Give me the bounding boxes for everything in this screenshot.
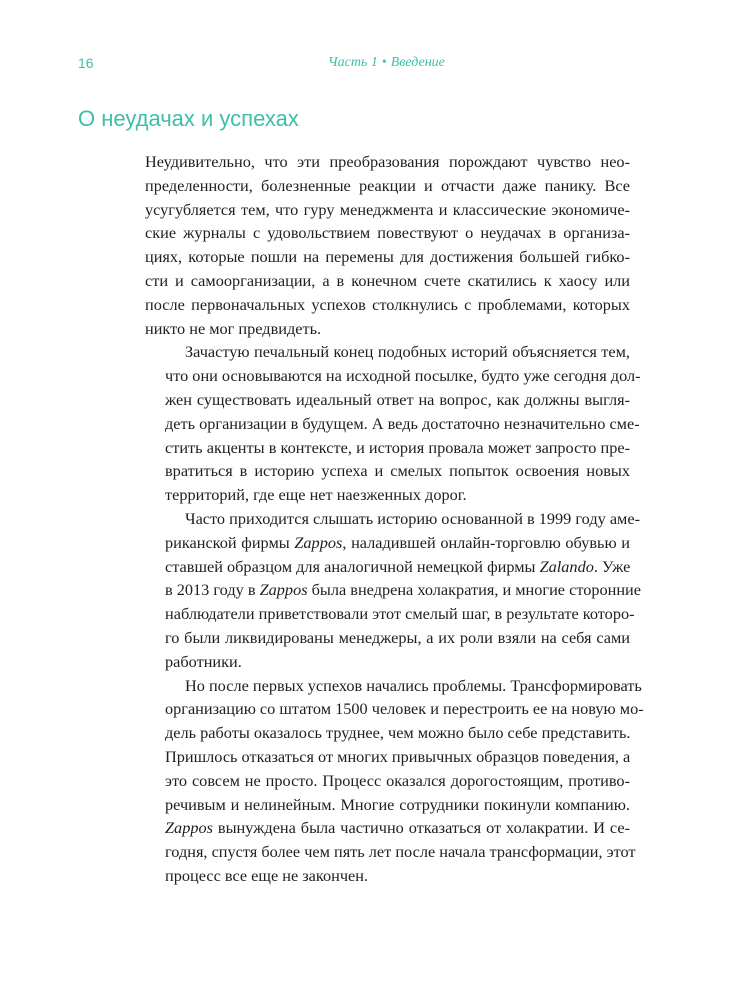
text-line: после первоначальных успехов столкнулись с проблемами, которых: [145, 294, 630, 314]
text-line: Зачастую печальный конец подобных историй объясняется тем,: [185, 342, 630, 362]
text-line: циях, которые пошли на перемены для достижения большей гибко-: [145, 247, 630, 267]
text-line: что они основываются на исходной посылке, будто уже сегодня дол-: [165, 366, 641, 386]
text-line: усугубляется тем, что гуру менеджмента и классические экономиче-: [145, 199, 630, 219]
text-line: го были ликвидированы менеджеры, а их роли взяли на себя сами: [165, 627, 630, 647]
text-line: ские журналы с удовольствием повествуют о неудачах в организа-: [145, 223, 630, 243]
page-number: 16: [78, 55, 94, 71]
text-line: работники.: [165, 651, 242, 671]
paragraph: [145, 674, 644, 888]
chapter-label: Введение: [390, 55, 445, 70]
part-label: Часть 1: [328, 55, 378, 70]
paragraph: [145, 507, 642, 674]
company-name: Zappos: [294, 532, 343, 552]
text-line: стить акценты в контексте, и история провала может запросто пре-: [165, 437, 630, 457]
company-name: Zalando: [539, 556, 594, 576]
company-name: Zappos: [259, 580, 308, 600]
text-line: ставшей образцом для аналогичной немецкой фирмы Zalando. Уже: [165, 556, 631, 576]
text-line: Часто приходится слышать историю основанной в 1999 году аме-: [185, 508, 640, 528]
text-line: годня, спустя более чем пять лет после начала трансформации, этот: [165, 842, 636, 862]
text-line: территорий, где еще нет наезженных дорог.: [165, 485, 467, 505]
text-line: в 2013 году в Zappos была внедрена холакратия, и многие сторонние: [165, 580, 642, 600]
text-line: это совсем не просто. Процесс оказался дорогостоящим, противо-: [165, 770, 630, 790]
body-text: [145, 150, 644, 888]
text-line: сти и самоорганизации, а в конечном счете скатились к хаосу или: [145, 270, 630, 290]
paragraph: [145, 150, 630, 340]
running-title: [328, 55, 445, 71]
text-line: организацию со штатом 1500 человек и перестроить ее на новую мо-: [165, 699, 644, 719]
title-separator: •: [381, 55, 387, 70]
text-line: процесс все еще не закончен.: [165, 865, 369, 885]
text-line: Пришлось отказаться от многих привычных образцов поведения, а: [165, 746, 631, 766]
text-line: никто не мог предвидеть.: [145, 318, 322, 338]
text-line: речивым и нелинейным. Многие сотрудники покинули компанию.: [165, 794, 630, 814]
text-line: деть организации в будущем. А ведь достаточно незначительно сме-: [165, 413, 640, 433]
text-line: Неудивительно, что эти преобразования порождают чувство нео-: [145, 152, 630, 171]
running-head: [78, 55, 674, 77]
text-line: жен существовать идеальный ответ на вопрос, как должны выгля-: [165, 389, 630, 409]
text-line: риканской фирмы Zappos, наладившей онлайн-торговлю обувью и: [165, 532, 630, 552]
text-line: дель работы оказалось труднее, чем можно было себе представить.: [165, 723, 631, 743]
text-line: Zappos вынуждена была частично отказаться от холакратии. И се-: [165, 818, 630, 838]
company-name: Zappos: [165, 818, 213, 838]
text-line: вратиться в историю успеха и смелых попыток освоения новых: [165, 461, 630, 481]
paragraph: [145, 340, 641, 507]
text-line: пределенности, болезненные реакции и отчасти даже панику. Все: [145, 175, 630, 195]
section-heading: О неудачах и успехах: [78, 106, 299, 131]
text-line: наблюдатели приветствовали этот смелый шаг, в результате которо-: [165, 604, 635, 624]
text-line: Но после первых успехов начались проблемы. Трансформировать: [185, 675, 642, 695]
